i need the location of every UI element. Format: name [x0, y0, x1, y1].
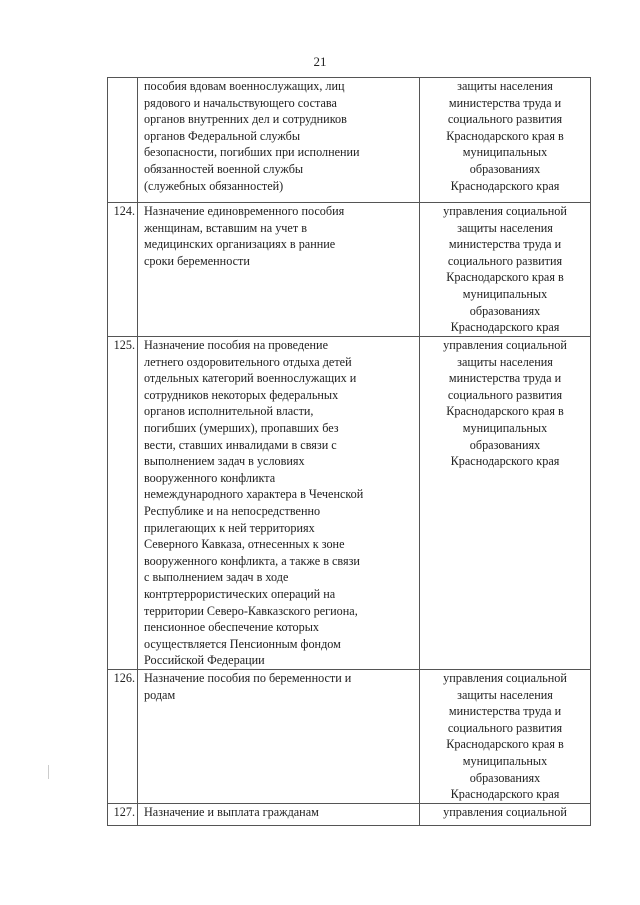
responsible-body-cell	[420, 203, 591, 337]
responsible-body-cell	[420, 670, 591, 804]
service-name-line: сроки беременности	[144, 253, 250, 268]
table-row	[108, 803, 591, 825]
responsible-body-line: муниципальных	[462, 753, 548, 768]
service-name-line: Назначение пособия по беременности и	[144, 671, 352, 685]
responsible-body-line: Краснодарского края	[450, 320, 560, 335]
service-name-line: пособия вдовам военнослужащих, лиц	[144, 79, 345, 93]
service-name-line: женщинам, вставшим на учет в	[144, 220, 307, 235]
service-name-line: Северного Кавказа, отнесенных к зоне	[144, 537, 345, 552]
service-name-line: вооруженного конфликта, а также в связи	[144, 553, 360, 568]
row-number-cell	[108, 670, 138, 804]
row-number: 127.	[113, 804, 135, 819]
responsible-body-line: защиты населения	[457, 79, 553, 93]
service-name-cell	[138, 78, 420, 203]
responsible-body-line: управления социальной	[443, 671, 567, 685]
responsible-body-line: Краснодарского края в	[446, 737, 564, 752]
responsible-body-line: социального развития	[447, 253, 563, 268]
service-name-line: Российской Федерации	[144, 653, 265, 668]
service-name-cell	[138, 803, 420, 825]
responsible-body-line: Краснодарского края	[450, 787, 560, 802]
table-row	[108, 78, 591, 203]
service-name-line: органов исполнительной власти,	[144, 404, 314, 419]
responsible-body-line: Краснодарского края в	[446, 404, 564, 419]
service-name-line: вооруженного конфликта	[144, 470, 276, 485]
row-number-cell	[108, 78, 138, 203]
responsible-body-line: министерства труда и	[448, 371, 562, 386]
responsible-body-line: Краснодарского края	[450, 454, 560, 469]
table-row	[108, 670, 591, 804]
responsible-body-line: защиты населения	[457, 687, 553, 702]
responsible-body-line: защиты населения	[457, 220, 553, 235]
row-number-cell	[108, 203, 138, 337]
service-name-line: территории Северо-Кавказского региона,	[144, 603, 358, 618]
service-name-line: (служебных обязанностей)	[144, 178, 284, 193]
responsible-body-line: образованиях	[469, 437, 541, 452]
responsible-body-line: Краснодарского края в	[446, 270, 564, 285]
responsible-body-line: образованиях	[469, 161, 541, 176]
responsible-body-line: муниципальных	[462, 420, 548, 435]
responsible-body-line: муниципальных	[462, 145, 548, 160]
service-name-line: родам	[144, 687, 176, 702]
responsible-body-line: социального развития	[447, 112, 563, 127]
row-number-cell	[108, 337, 138, 670]
service-name-cell	[138, 337, 420, 670]
service-name-line: пенсионное обеспечение которых	[144, 620, 320, 635]
service-name-line: прилегающих к ней территориях	[144, 520, 315, 535]
row-number: 124.	[113, 204, 135, 218]
service-name-line: сотрудников некоторых федеральных	[144, 387, 339, 402]
page-number: 21	[313, 54, 327, 69]
responsible-body-line: социального развития	[447, 720, 563, 735]
service-name-line: медицинских организациях в ранние	[144, 237, 336, 252]
services-table-body	[108, 78, 591, 826]
service-name-line: Назначение пособия на проведение	[144, 338, 328, 352]
table-row	[108, 203, 591, 337]
service-name-cell	[138, 203, 420, 337]
service-name-line: органов Федеральной службы	[144, 128, 301, 143]
responsible-body-line: защиты населения	[457, 354, 553, 369]
service-name-line: осуществляется Пенсионным фондом	[144, 636, 341, 651]
responsible-body-line: министерства труда и	[448, 237, 562, 252]
responsible-body-line: Краснодарского края	[450, 178, 560, 193]
responsible-body-line: социального развития	[447, 387, 563, 402]
responsible-body-line: управления социальной	[443, 804, 567, 819]
service-name-line: Республике и на непосредственно	[144, 503, 321, 518]
service-name-line: органов внутренних дел и сотрудников	[144, 112, 347, 127]
service-name-line: Назначение единовременного пособия	[144, 204, 345, 218]
responsible-body-line: образованиях	[469, 770, 541, 785]
responsible-body-line: муниципальных	[462, 286, 548, 301]
service-name-line: немеждународного характера в Чеченской	[144, 487, 364, 502]
service-name-line: обязанностей военной службы	[144, 161, 304, 176]
responsible-body-cell	[420, 337, 591, 670]
row-number: 126.	[113, 671, 135, 685]
services-table	[107, 77, 591, 826]
service-name-line: летнего оздоровительного отдыха детей	[144, 354, 352, 369]
service-name-line: с выполнением задач в ходе	[144, 570, 289, 585]
service-name-line: безопасности, погибших при исполнении	[144, 145, 360, 160]
service-name-line: Назначение и выплата гражданам	[144, 804, 319, 819]
service-name-line: выполнением задач в условиях	[144, 454, 305, 469]
service-name-line: контртеррористических операций на	[144, 586, 336, 601]
responsible-body-cell	[420, 78, 591, 203]
responsible-body-line: министерства труда и	[448, 95, 562, 110]
service-name-cell	[138, 670, 420, 804]
service-name-line: погибших (умерших), пропавших без	[144, 420, 339, 435]
responsible-body-line: управления социальной	[443, 204, 567, 218]
scan-margin-mark	[48, 765, 49, 779]
responsible-body-line: министерства труда и	[448, 704, 562, 719]
service-name-line: вести, ставших инвалидами в связи с	[144, 437, 337, 452]
responsible-body-line: Краснодарского края в	[446, 128, 564, 143]
service-name-line: рядового и начальствующего состава	[144, 95, 337, 110]
row-number: 125.	[113, 338, 135, 352]
responsible-body-cell	[420, 803, 591, 825]
responsible-body-line: образованиях	[469, 303, 541, 318]
responsible-body-line: управления социальной	[443, 338, 567, 352]
row-number-cell	[108, 803, 138, 825]
table-row	[108, 337, 591, 670]
service-name-line: отдельных категорий военнослужащих и	[144, 371, 357, 386]
